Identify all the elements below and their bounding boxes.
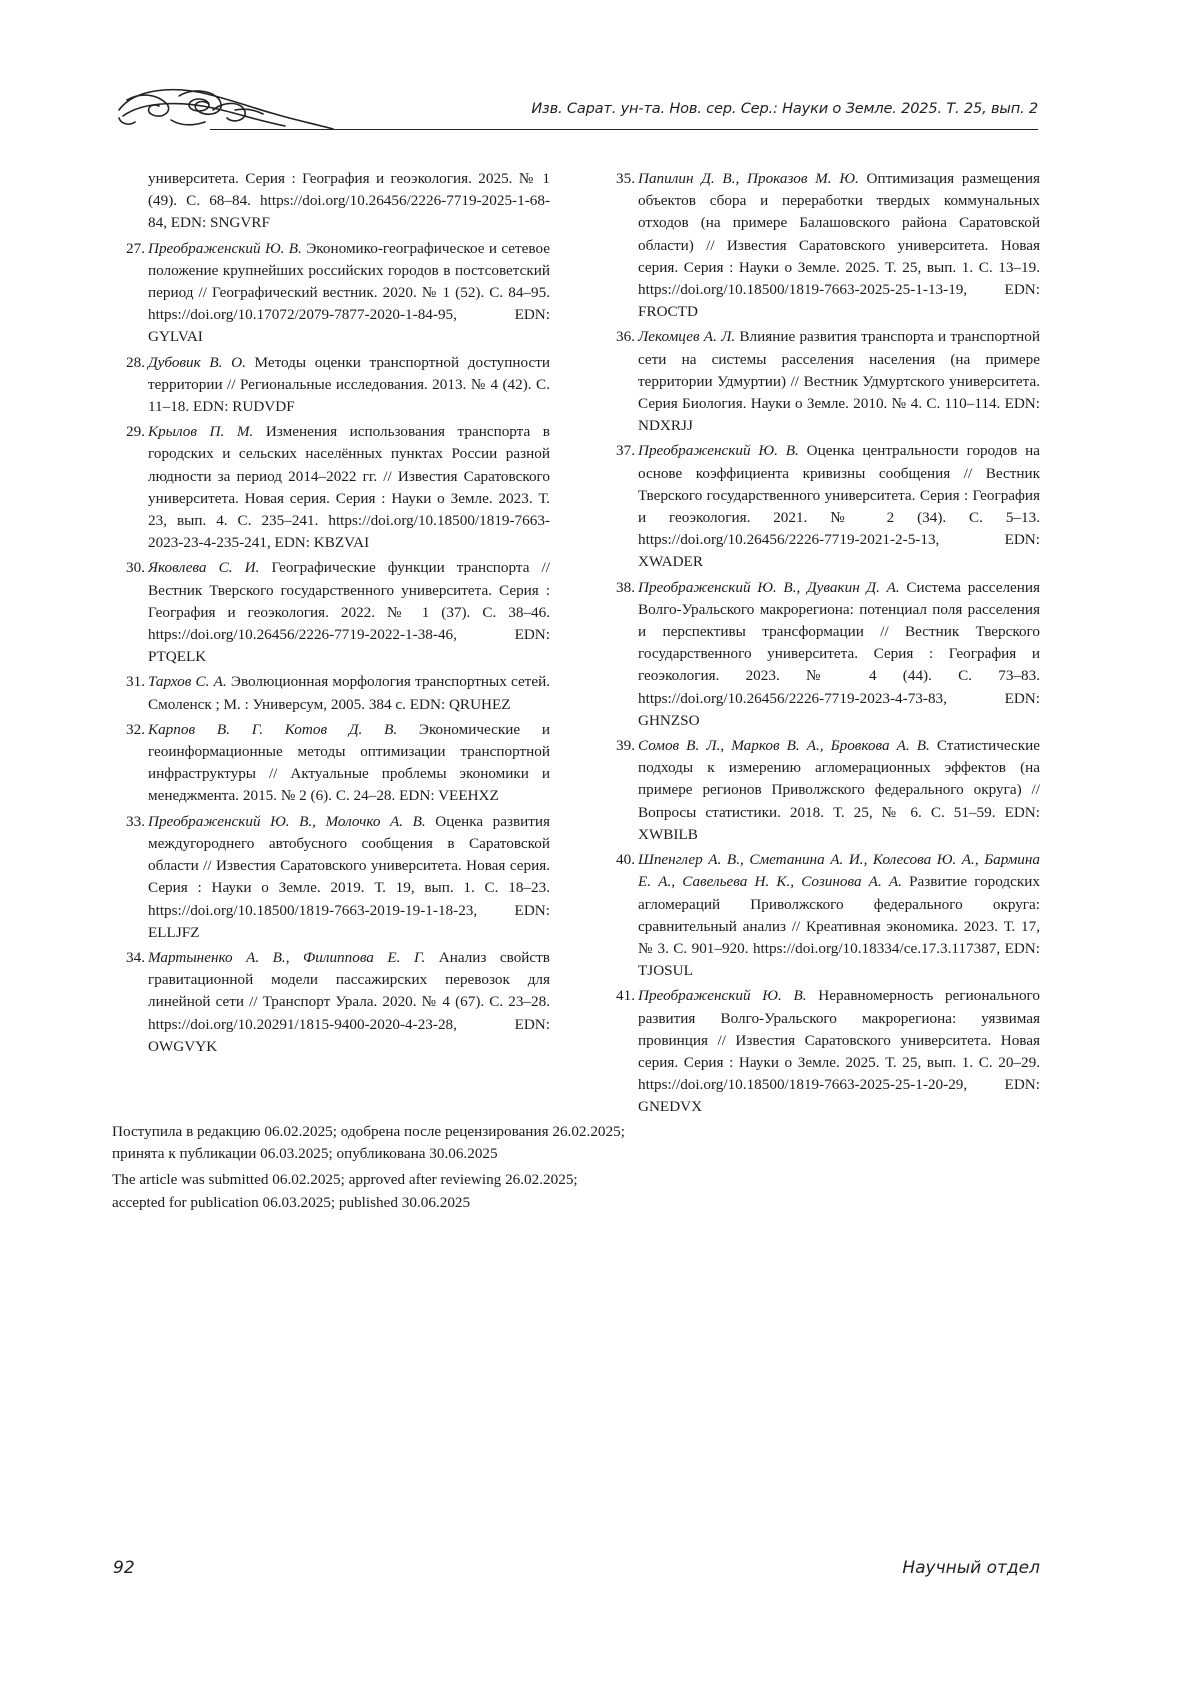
reference-number: 33. bbox=[112, 811, 145, 833]
reference-text: Оптимизация размещения объектов сбора и переработки твердых коммунальных отходов (на примере Балашовского района Саратовской области) // Известия Саратовского университета. Новая серия. Серия : Науки о Земле. 2025. Т. 25, вып. 1. С. 13–19. https://doi.org/10.18500/1819-7663-2025-25-1-13-19, EDN: FROCTD bbox=[638, 170, 1040, 320]
reference-item bbox=[602, 440, 1040, 573]
page bbox=[0, 0, 1200, 1697]
reference-number: 38. bbox=[602, 577, 635, 599]
reference-item bbox=[602, 326, 1040, 437]
reference-authors: Карпов В. Г. Котов Д. В. bbox=[148, 721, 397, 738]
reference-number: 32. bbox=[112, 719, 145, 741]
reference-text: Анализ свойств гравитационной модели пассажирских перевозок для линейной сети // Транспорт Урала. 2020. № 4 (67). С. 23–28. https://doi.org/10.20291/1815-9400-2020-4-23-28, EDN: OWGVYK bbox=[148, 949, 550, 1055]
reference-item bbox=[112, 719, 550, 808]
reference-number: 40. bbox=[602, 849, 635, 871]
references-left-column bbox=[112, 168, 550, 1061]
reference-authors: Яковлева С. И. bbox=[148, 559, 259, 576]
reference-text: Экономико-географическое и сетевое положение крупнейших российских городов в постсоветский период // Географический вестник. 2020. № 1 (52). С. 84–95. https://doi.org/10.17072/2079-7877-2020-1-84-95, EDN: GYLVAI bbox=[148, 240, 550, 346]
reference-number: 37. bbox=[602, 440, 635, 462]
submission-dates-en-line2: accepted for publication 06.03.2025; published 30.06.2025 bbox=[112, 1192, 872, 1214]
reference-text: Географические функции транспорта // Вестник Тверского государственного университета. Серия : География и геоэкология. 2022. № 1 (37). С. 38–46. https://doi.org/10.26456/2226-7719-2022-1-38-46, EDN: PTQELK bbox=[148, 559, 550, 665]
reference-text: Эволюционная морфология транспортных сетей. Смоленск ; М. : Универсум, 2005. 384 с. EDN: QRUHEZ bbox=[148, 673, 550, 712]
reference-authors: Папилин Д. В., Проказов М. Ю. bbox=[638, 170, 859, 187]
reference-number: 39. bbox=[602, 735, 635, 757]
reference-authors: Преображенский Ю. В. bbox=[638, 987, 807, 1004]
journal-running-title: Изв. Сарат. ун-та. Нов. сер. Сер.: Науки о Земле. 2025. Т. 25, вып. 2 bbox=[531, 100, 1038, 117]
submission-dates-ru-line1: Поступила в редакцию 06.02.2025; одобрена после рецензирования 26.02.2025; bbox=[112, 1121, 872, 1143]
reference-number: 28. bbox=[112, 352, 145, 374]
reference-number: 31. bbox=[112, 671, 145, 693]
reference-authors: Мартыненко А. В., Филиппова Е. Г. bbox=[148, 949, 425, 966]
reference-item bbox=[602, 735, 1040, 846]
reference-item bbox=[602, 577, 1040, 732]
reference-authors: Крылов П. М. bbox=[148, 423, 253, 440]
submission-dates bbox=[112, 1121, 872, 1218]
reference-item bbox=[602, 168, 1040, 323]
reference-text: Неравномерность регионального развития Волго-Уральского макрорегиона: уязвимая провинция // Известия Саратовского университета. Новая серия. Серия : Науки о Земле. 2025. Т. 25, вып. 1. С. 20–29. https://doi.org/10.18500/1819-7663-2025-25-1-20-29, EDN: GNEDVX bbox=[638, 987, 1040, 1115]
reference-item bbox=[112, 168, 550, 235]
running-header bbox=[115, 80, 1038, 132]
journal-ornament-logo bbox=[115, 80, 335, 132]
reference-text: Система расселения Волго-Уральского макрорегиона: потенциал поля расселения и перспективы трансформации // Вестник Тверского государственного университета. Серия : География и геоэкология. 2023. № 4 (44). С. 73–83. https://doi.org/10.26456/2226-7719-2023-4-73-83, EDN: GHNZSO bbox=[638, 579, 1040, 729]
reference-item bbox=[602, 985, 1040, 1118]
reference-authors: Преображенский Ю. В., Дувакин Д. А. bbox=[638, 579, 900, 596]
reference-number: 29. bbox=[112, 421, 145, 443]
reference-authors: Дубовик В. О. bbox=[148, 354, 246, 371]
page-number: 92 bbox=[113, 1558, 135, 1578]
reference-text: Оценка центральности городов на основе коэффициента кривизны сообщения // Вестник Тверского государственного университета. Серия : География и геоэкология. 2021. № 2 (34). С. 5–13. https://doi.org/10.26456/2226-7719-2021-2-5-13, EDN: XWADER bbox=[638, 442, 1040, 570]
reference-item bbox=[602, 849, 1040, 982]
submission-dates-ru-line2: принята к публикации 06.03.2025; опубликована 30.06.2025 bbox=[112, 1143, 872, 1165]
reference-number: 35. bbox=[602, 168, 635, 190]
reference-number: 41. bbox=[602, 985, 635, 1007]
reference-text: Экономические и геоинформационные методы оптимизации транспортной инфраструктуры // Актуальные проблемы экономики и менеджмента. 2015. № 2 (6). С. 24–28. EDN: VEEHXZ bbox=[148, 721, 550, 805]
submission-dates-en-line1: The article was submitted 06.02.2025; approved after reviewing 26.02.2025; bbox=[112, 1169, 872, 1191]
reference-text: Влияние развития транспорта и транспортной сети на системы расселения населения (на примере территории Удмуртии) // Вестник Удмуртского университета. Серия Биология. Науки о Земле. 2010. № 4. С. 110–114. EDN: NDXRJJ bbox=[638, 328, 1040, 434]
submission-dates-en bbox=[112, 1169, 872, 1213]
reference-number: 30. bbox=[112, 557, 145, 579]
header-rule bbox=[210, 129, 1038, 130]
section-name: Научный отдел bbox=[902, 1558, 1040, 1578]
reference-authors: Лекомцев А. Л. bbox=[638, 328, 735, 345]
reference-item bbox=[112, 421, 550, 554]
reference-number: 36. bbox=[602, 326, 635, 348]
references-right-column bbox=[602, 168, 1040, 1122]
reference-text: Методы оценки транспортной доступности территории // Региональные исследования. 2013. № 4 (42). С. 11–18. EDN: RUDVDF bbox=[148, 354, 550, 415]
reference-text: Развитие городских агломераций Приволжского федерального округа: сравнительный анализ // Креативная экономика. 2023. Т. 17, № 3. С. 901–920. https://doi.org/10.18334/ce.17.3.117387, EDN: TJOSUL bbox=[638, 873, 1040, 979]
reference-text: Изменения использования транспорта в городских и сельских населённых пунктах России разной людности за период 2014–2022 гг. // Известия Саратовского университета. Новая серия. Серия : Науки о Земле. 2023. Т. 23, вып. 4. С. 235–241. https://doi.org/10.18500/1819-7663-2023-23-4-235-241, EDN: KBZVAI bbox=[148, 423, 550, 551]
reference-item bbox=[112, 238, 550, 349]
reference-item bbox=[112, 811, 550, 944]
reference-item bbox=[112, 557, 550, 668]
reference-authors: Преображенский Ю. В. bbox=[148, 240, 302, 257]
reference-item bbox=[112, 671, 550, 715]
reference-authors: Шпенглер А. В., Сметанина А. И., Колесова Ю. А., Бармина Е. А., Савельева Н. К., Созинова А. А. bbox=[638, 851, 1040, 890]
reference-number: 27. bbox=[112, 238, 145, 260]
reference-text: университета. Серия : География и геоэкология. 2025. № 1 (49). С. 68–84. https://doi.org/10.26456/2226-7719-2025-1-68-84, EDN: SNGVRF bbox=[148, 170, 550, 231]
reference-text: Оценка развития междугороднего автобусного сообщения в Саратовской области // Известия Саратовского университета. Новая серия. Серия : Науки о Земле. 2019. Т. 19, вып. 1. С. 18–23. https://doi.org/10.18500/1819-7663-2019-19-1-18-23, EDN: ELLJFZ bbox=[148, 813, 550, 941]
submission-dates-ru bbox=[112, 1121, 872, 1165]
reference-authors: Преображенский Ю. В., Молочко А. В. bbox=[148, 813, 426, 830]
reference-authors: Преображенский Ю. В. bbox=[638, 442, 799, 459]
reference-authors: Сомов В. Л., Марков В. А., Бровкова А. В. bbox=[638, 737, 930, 754]
reference-text: Статистические подходы к измерению агломерационных эффектов (на примере регионов Приволжского федерального округа) // Вопросы статистики. 2018. Т. 25, № 6. С. 51–59. EDN: XWBILB bbox=[638, 737, 1040, 843]
reference-item bbox=[112, 352, 550, 419]
reference-number: 34. bbox=[112, 947, 145, 969]
reference-authors: Тархов С. А. bbox=[148, 673, 227, 690]
reference-item bbox=[112, 947, 550, 1058]
